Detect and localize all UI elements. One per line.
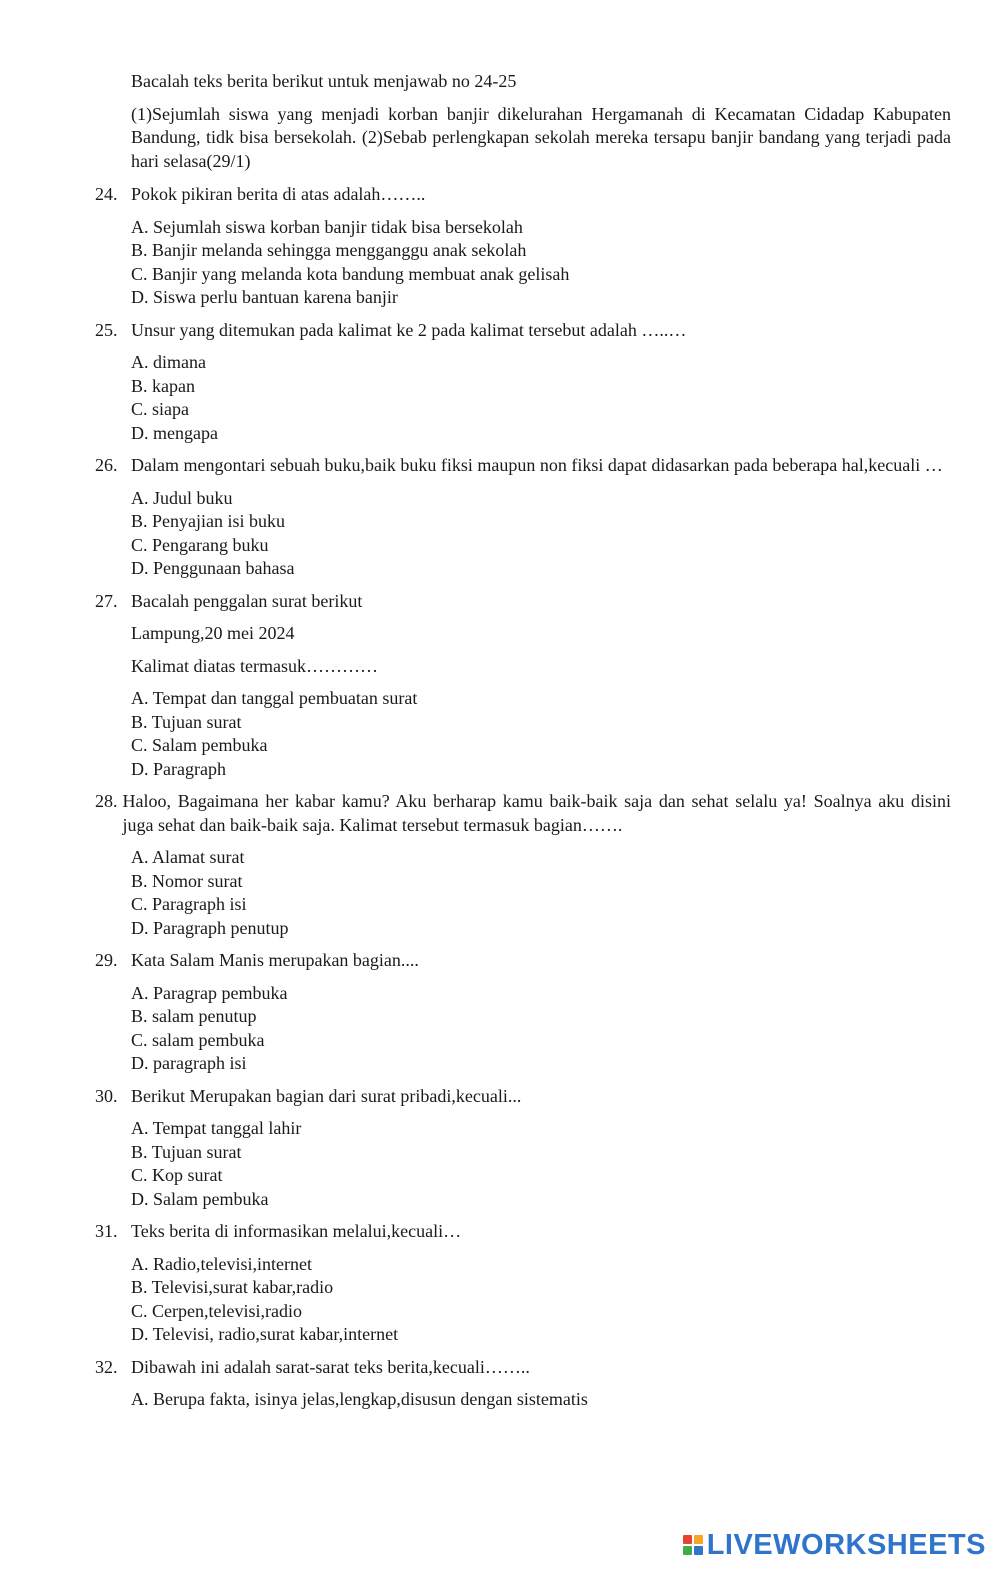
question-excerpt: Lampung,20 mei 2024 [131, 623, 295, 643]
answer-option[interactable]: A. Alamat surat [131, 847, 245, 867]
answer-option[interactable]: D. Siswa perlu bantuan karena banjir [131, 287, 398, 307]
question-row [95, 1220, 951, 1244]
answer-option[interactable]: A. Tempat dan tanggal pembuatan surat [131, 688, 418, 708]
question-row [95, 1356, 951, 1380]
answer-options [95, 487, 951, 581]
answer-option[interactable]: C. Kop surat [131, 1165, 223, 1185]
logo-icon [683, 1535, 703, 1555]
answer-option[interactable]: C. Salam pembuka [131, 735, 268, 755]
question-number: 24. [95, 184, 118, 204]
question-text: Haloo, Bagaimana her kabar kamu? Aku berharap kamu baik-baik saja dan sehat selalu ya! Soalnya aku disini juga sehat dan baik-baik saja. Kalimat tersebut termasuk bagian……. [122, 791, 951, 835]
answer-option[interactable]: A. Judul buku [131, 487, 233, 508]
answer-option[interactable]: A. dimana [131, 352, 206, 372]
answer-options [95, 351, 951, 445]
answer-option[interactable]: D. Paragraph [131, 758, 226, 779]
question-31 [95, 1220, 951, 1347]
question-27 [95, 590, 951, 782]
answer-option[interactable]: D. Televisi, radio,surat kabar,internet [131, 1324, 399, 1344]
answer-option[interactable]: D. paragraph isi [131, 1053, 247, 1073]
question-list [95, 183, 951, 1412]
logo-square [694, 1535, 703, 1544]
answer-option[interactable]: C. Paragraph isi [131, 894, 247, 914]
question-number: 29. [95, 950, 118, 970]
reading-instruction: Bacalah teks berita berikut untuk menjawab no 24-25 [131, 71, 517, 91]
answer-option[interactable]: B. Tujuan surat [131, 711, 242, 732]
question-excerpt: Kalimat diatas termasuk………… [131, 655, 378, 676]
answer-option[interactable]: C. Cerpen,televisi,radio [131, 1300, 302, 1321]
answer-option[interactable]: C. Banjir yang melanda kota bandung membuat anak gelisah [131, 263, 570, 284]
answer-option[interactable]: A. Berupa fakta, isinya jelas,lengkap,disusun dengan sistematis [131, 1389, 588, 1409]
answer-option[interactable]: D. Paragraph penutup [131, 917, 289, 938]
question-number: 27. [95, 590, 118, 611]
answer-option[interactable]: D. mengapa [131, 422, 218, 443]
question-text: Pokok pikiran berita di atas adalah…….. [131, 184, 426, 204]
question-25 [95, 319, 951, 446]
question-text: Kata Salam Manis merupakan bagian.... [131, 950, 419, 970]
answer-option[interactable]: C. salam pembuka [131, 1029, 265, 1050]
answer-options [95, 1388, 951, 1412]
question-26 [95, 454, 951, 581]
logo-square [683, 1535, 692, 1544]
answer-option[interactable]: A. Paragrap pembuka [131, 982, 288, 1003]
question-row [95, 790, 951, 837]
answer-option[interactable]: B. Banjir melanda sehingga mengganggu anak sekolah [131, 240, 527, 260]
question-24 [95, 183, 951, 310]
question-number: 30. [95, 1085, 118, 1106]
logo-square [683, 1546, 692, 1555]
question-number: 26. [95, 455, 118, 475]
answer-options [95, 982, 951, 1076]
worksheet-page [95, 70, 951, 1421]
answer-options [95, 216, 951, 310]
question-text: Unsur yang ditemukan pada kalimat ke 2 pada kalimat tersebut adalah …..… [131, 319, 687, 340]
question-28 [95, 790, 951, 940]
question-text: Bacalah penggalan surat berikut [131, 590, 363, 611]
answer-option[interactable]: C. Pengarang buku [131, 534, 269, 555]
answer-option[interactable]: B. Penyajian isi buku [131, 511, 285, 531]
question-number: 25. [95, 319, 118, 340]
answer-option[interactable]: D. Penggunaan bahasa [131, 558, 295, 578]
question-29 [95, 949, 951, 1076]
question-number: 31. [95, 1221, 118, 1241]
question-row [95, 1085, 951, 1109]
question-text: Berikut Merupakan bagian dari surat pribadi,kecuali... [131, 1085, 522, 1106]
question-row [95, 949, 951, 973]
question-text: Dalam mengontari sebuah buku,baik buku fiksi maupun non fiksi dapat didasarkan pada beberapa hal,kecuali … [131, 455, 943, 475]
logo-square [694, 1546, 703, 1555]
answer-option[interactable]: D. Salam pembuka [131, 1188, 269, 1209]
answer-options [95, 1117, 951, 1211]
answer-option[interactable]: C. siapa [131, 399, 189, 419]
logo-text: LIVEWORKSHEETS [706, 1528, 986, 1561]
answer-option[interactable]: B. Tujuan surat [131, 1141, 242, 1162]
question-number: 28. [95, 791, 118, 811]
question-row [95, 319, 951, 343]
question-30 [95, 1085, 951, 1212]
answer-option[interactable]: B. salam penutup [131, 1006, 257, 1026]
question-text: Teks berita di informasikan melalui,kecuali… [131, 1221, 462, 1241]
answer-option[interactable]: A. Tempat tanggal lahir [131, 1118, 302, 1138]
question-row [95, 454, 951, 478]
answer-option[interactable]: B. kapan [131, 375, 195, 396]
answer-option[interactable]: B. Nomor surat [131, 870, 243, 891]
answer-options [95, 846, 951, 940]
answer-option[interactable]: A. Sejumlah siswa korban banjir tidak bisa bersekolah [131, 216, 523, 237]
question-row [95, 590, 951, 614]
answer-options [95, 1253, 951, 1347]
answer-option[interactable]: B. Televisi,surat kabar,radio [131, 1277, 334, 1297]
answer-option[interactable]: A. Radio,televisi,internet [131, 1253, 312, 1274]
question-row [95, 183, 951, 207]
liveworksheets-logo [683, 1528, 986, 1561]
answer-options [95, 687, 951, 781]
news-passage: (1)Sejumlah siswa yang menjadi korban banjir dikelurahan Hergamanah di Kecamatan Cidadap Kabupaten Bandung, tidk bisa bersekolah. (2)Sebab perlengkapan sekolah mereka tersapu banjir bandang yang terjadi pada hari selasa(29/1) [131, 103, 951, 171]
question-number: 32. [95, 1356, 118, 1377]
question-32 [95, 1356, 951, 1412]
question-text: Dibawah ini adalah sarat-sarat teks berita,kecuali…….. [131, 1356, 530, 1377]
